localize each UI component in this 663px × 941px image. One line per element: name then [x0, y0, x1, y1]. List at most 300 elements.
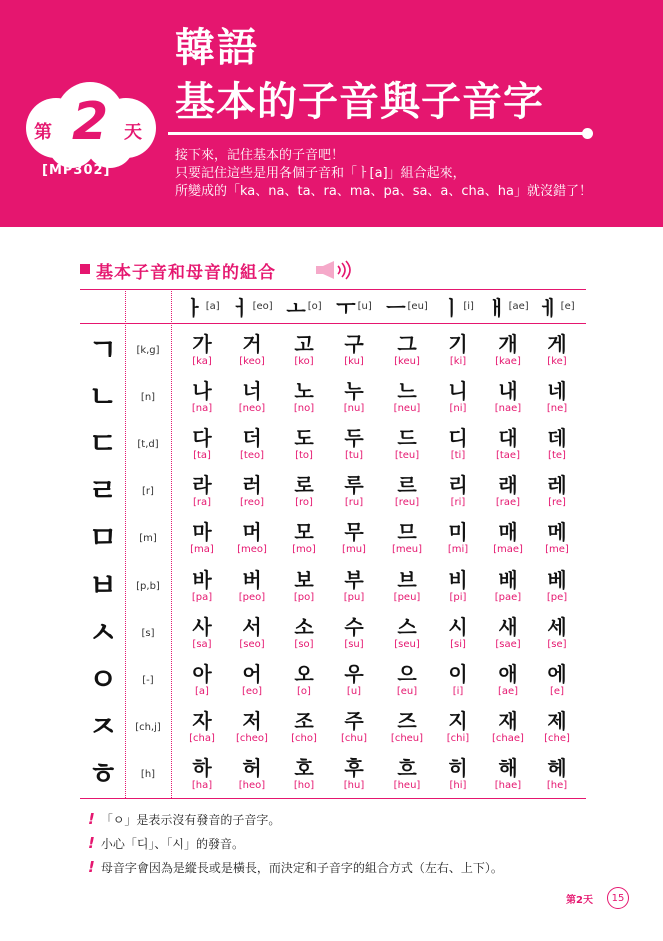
syllable-glyph: 너 — [242, 379, 262, 403]
syllable-romanization: [heu] — [393, 780, 421, 791]
consonant-cell — [80, 468, 126, 515]
syllable-cell — [328, 610, 380, 657]
syllable-cell — [278, 704, 330, 751]
syllable-cell — [381, 657, 433, 704]
syllable-cell — [226, 327, 278, 374]
syllable-romanization: [pe] — [546, 592, 568, 603]
syllable-romanization: [hi] — [449, 780, 467, 791]
syllable-romanization: [ri] — [450, 497, 466, 508]
vowel-header — [227, 293, 277, 319]
syllable-romanization: [cha] — [189, 733, 215, 744]
consonant-glyph: ㄱ — [88, 332, 118, 368]
consonant-cell — [80, 657, 126, 704]
consonant-glyph: ㄹ — [88, 473, 118, 509]
day-number: 2 — [72, 92, 109, 152]
page-title-line2: 基本的子音與子音字 — [175, 79, 544, 125]
syllable-glyph: 자 — [192, 709, 212, 733]
syllable-glyph: 두 — [344, 426, 364, 450]
consonant-romanization: [s] — [141, 628, 155, 639]
syllable-romanization: [neu] — [393, 403, 421, 414]
syllable-glyph: 베 — [547, 568, 567, 592]
syllable-romanization: [ti] — [450, 450, 466, 461]
vowel-romanization: [e] — [560, 300, 575, 312]
syllable-romanization: [chi] — [446, 733, 470, 744]
syllable-glyph: 아 — [192, 662, 212, 686]
syllable-cell — [278, 610, 330, 657]
vowel-glyph: ㅐ — [487, 295, 507, 320]
syllable-cell — [278, 751, 330, 798]
syllable-romanization: [meu] — [391, 544, 423, 555]
syllable-romanization: [me] — [545, 544, 569, 555]
syllable-cell — [482, 374, 534, 421]
syllable-cell — [531, 327, 583, 374]
consonant-romanization: [k,g] — [136, 345, 160, 356]
vowel-romanization: [a] — [205, 300, 220, 312]
consonant-cell — [80, 421, 126, 468]
syllable-romanization: [eo] — [241, 686, 263, 697]
syllable-glyph: 리 — [448, 473, 468, 497]
syllable-cell — [226, 515, 278, 562]
vowel-romanization: [eo] — [252, 300, 273, 312]
syllable-cell — [432, 327, 484, 374]
syllable-cell — [482, 751, 534, 798]
syllable-glyph: 즈 — [397, 709, 417, 733]
syllable-cell — [531, 563, 583, 610]
syllable-romanization: [ru] — [344, 497, 364, 508]
syllable-glyph: 저 — [242, 709, 262, 733]
syllable-cell — [176, 657, 228, 704]
note-text: 小心「디」、「시」的發音。 — [100, 837, 245, 851]
consonant-romanization: [h] — [140, 769, 156, 780]
syllable-romanization: [peo] — [238, 592, 266, 603]
syllable-glyph: 내 — [498, 379, 518, 403]
syllable-romanization: [ke] — [547, 356, 567, 367]
syllable-cell — [328, 374, 380, 421]
syllable-cell — [176, 374, 228, 421]
vowel-glyph: ㅗ — [286, 295, 306, 320]
syllable-glyph: 고 — [294, 332, 314, 356]
syllable-cell — [531, 610, 583, 657]
consonant-glyph: ㅎ — [88, 756, 118, 792]
syllable-romanization: [nu] — [343, 403, 365, 414]
syllable-glyph: 소 — [294, 615, 314, 639]
intro-line: 所變成的「ka、na、ta、ra、ma、pa、sa、a、cha、ha」就沒錯了！ — [175, 184, 592, 199]
syllable-glyph: 메 — [547, 520, 567, 544]
syllable-glyph: 비 — [448, 568, 468, 592]
consonant-cell — [80, 704, 126, 751]
syllable-cell — [328, 468, 380, 515]
syllable-romanization: [pi] — [449, 592, 467, 603]
syllable-romanization: [chu] — [341, 733, 367, 744]
syllable-romanization: [ta] — [193, 450, 211, 461]
syllable-cell — [381, 421, 433, 468]
syllable-romanization: [e] — [550, 686, 564, 697]
syllable-romanization: [kae] — [495, 356, 521, 367]
syllable-glyph: 로 — [294, 473, 314, 497]
syllable-glyph: 개 — [498, 332, 518, 356]
syllable-romanization: [ra] — [192, 497, 212, 508]
syllable-glyph: 사 — [192, 615, 212, 639]
syllable-romanization: [ma] — [190, 544, 214, 555]
syllable-glyph: 헤 — [547, 756, 567, 780]
syllable-romanization: [mae] — [493, 544, 523, 555]
syllable-cell — [531, 704, 583, 751]
syllable-cell — [226, 657, 278, 704]
vowel-header — [483, 293, 533, 319]
syllable-romanization: [ki] — [449, 356, 467, 367]
syllable-glyph: 에 — [547, 662, 567, 686]
syllable-cell — [278, 563, 330, 610]
syllable-cell — [432, 657, 484, 704]
vowel-romanization: [i] — [463, 300, 474, 312]
syllable-cell — [432, 610, 484, 657]
syllable-cell — [328, 751, 380, 798]
consonant-glyph: ㅅ — [88, 615, 118, 651]
vowel-header — [329, 293, 379, 319]
consonant-glyph: ㅇ — [88, 662, 118, 698]
syllable-cell — [381, 515, 433, 562]
syllable-cell — [278, 327, 330, 374]
syllable-glyph: 르 — [397, 473, 417, 497]
syllable-romanization: [mo] — [292, 544, 316, 555]
consonant-glyph: ㄷ — [88, 426, 118, 462]
vowel-romanization: [ae] — [508, 300, 529, 312]
syllable-cell — [432, 421, 484, 468]
syllable-cell — [226, 610, 278, 657]
syllable-romanization: [ae] — [497, 686, 519, 697]
syllable-cell — [531, 374, 583, 421]
syllable-glyph: 배 — [498, 568, 518, 592]
syllable-romanization: [ho] — [293, 780, 315, 791]
title-underline-dot — [582, 128, 593, 139]
syllable-glyph: 애 — [498, 662, 518, 686]
vowel-glyph: ㅡ — [386, 295, 406, 320]
section-title: 基本子音和母音的組合 — [96, 263, 276, 283]
consonant-glyph: ㅈ — [88, 709, 118, 745]
syllable-glyph: 디 — [448, 426, 468, 450]
syllable-glyph: 가 — [192, 332, 212, 356]
syllable-glyph: 대 — [498, 426, 518, 450]
syllable-romanization: [reo] — [240, 497, 264, 508]
syllable-glyph: 모 — [294, 520, 314, 544]
syllable-glyph: 지 — [448, 709, 468, 733]
syllable-glyph: 라 — [192, 473, 212, 497]
syllable-glyph: 해 — [498, 756, 518, 780]
syllable-romanization: [meo] — [237, 544, 267, 555]
vowel-glyph: ㅓ — [231, 295, 251, 320]
consonant-romanization: [r] — [142, 486, 154, 497]
syllable-cell — [176, 327, 228, 374]
syllable-glyph: 흐 — [397, 756, 417, 780]
syllable-glyph: 버 — [242, 568, 262, 592]
syllable-romanization: [reu] — [394, 497, 420, 508]
syllable-cell — [432, 751, 484, 798]
vowel-romanization: [o] — [307, 300, 322, 312]
syllable-cell — [531, 421, 583, 468]
syllable-romanization: [si] — [450, 639, 466, 650]
syllable-romanization: [tu] — [344, 450, 364, 461]
syllable-romanization: [a] — [195, 686, 209, 697]
syllable-glyph: 그 — [397, 332, 417, 356]
syllable-glyph: 매 — [498, 520, 518, 544]
syllable-glyph: 무 — [344, 520, 364, 544]
syllable-glyph: 데 — [547, 426, 567, 450]
syllable-cell — [278, 421, 330, 468]
consonant-cell — [80, 563, 126, 610]
syllable-romanization: [peu] — [393, 592, 421, 603]
syllable-glyph: 하 — [192, 756, 212, 780]
syllable-glyph: 머 — [242, 520, 262, 544]
syllable-glyph: 히 — [448, 756, 468, 780]
syllable-cell — [531, 657, 583, 704]
syllable-cell — [432, 374, 484, 421]
syllable-romanization: [ro] — [295, 497, 313, 508]
syllable-cell — [381, 610, 433, 657]
syllable-cell — [482, 421, 534, 468]
syllable-romanization: [chae] — [492, 733, 524, 744]
syllable-glyph: 허 — [242, 756, 262, 780]
syllable-cell — [432, 468, 484, 515]
syllable-glyph: 거 — [242, 332, 262, 356]
syllable-glyph: 누 — [344, 379, 364, 403]
consonant-romanization: [m] — [139, 533, 157, 544]
syllable-cell — [531, 468, 583, 515]
note-item — [88, 858, 503, 876]
syllable-cell — [482, 657, 534, 704]
consonant-cell — [80, 515, 126, 562]
syllable-glyph: 부 — [344, 568, 364, 592]
syllable-glyph: 기 — [448, 332, 468, 356]
exclamation-icon: ! — [88, 858, 95, 876]
exclamation-icon: ! — [88, 810, 95, 828]
syllable-romanization: [se] — [547, 639, 567, 650]
syllable-cell — [176, 421, 228, 468]
syllable-cell — [381, 751, 433, 798]
syllable-glyph: 루 — [344, 473, 364, 497]
syllable-glyph: 조 — [294, 709, 314, 733]
syllable-glyph: 구 — [344, 332, 364, 356]
syllable-cell — [432, 563, 484, 610]
table-column-divider — [171, 289, 172, 798]
syllable-romanization: [cheu] — [390, 733, 424, 744]
syllable-romanization: [teu] — [394, 450, 420, 461]
table-header-rule — [80, 323, 586, 324]
vowel-glyph: ㅣ — [442, 295, 462, 320]
syllable-cell — [226, 751, 278, 798]
syllable-cell — [226, 704, 278, 751]
syllable-glyph: 노 — [294, 379, 314, 403]
syllable-cell — [328, 327, 380, 374]
syllable-romanization: [so] — [294, 639, 314, 650]
syllable-romanization: [po] — [293, 592, 315, 603]
syllable-glyph: 제 — [547, 709, 567, 733]
syllable-glyph: 니 — [448, 379, 468, 403]
syllable-romanization: [teo] — [240, 450, 264, 461]
syllable-glyph: 래 — [498, 473, 518, 497]
syllable-cell — [226, 421, 278, 468]
note-text: 「ㅇ」是表示沒有發音的子音字。 — [100, 813, 281, 827]
syllable-glyph: 후 — [344, 756, 364, 780]
syllable-cell — [432, 704, 484, 751]
vowel-glyph: ㅜ — [336, 295, 356, 320]
section-bullet — [80, 264, 90, 274]
footer-day-label: 第2天 — [566, 895, 593, 906]
syllable-cell — [381, 374, 433, 421]
syllable-romanization: [eu] — [396, 686, 418, 697]
syllable-glyph: 재 — [498, 709, 518, 733]
vowel-romanization: [u] — [357, 300, 372, 312]
syllable-glyph: 레 — [547, 473, 567, 497]
syllable-glyph: 바 — [192, 568, 212, 592]
syllable-romanization: [cheo] — [236, 733, 268, 744]
syllable-cell — [226, 563, 278, 610]
consonant-romanization: [-] — [142, 675, 154, 686]
day-suffix: 天 — [124, 122, 142, 143]
page-number: 15 — [607, 887, 629, 909]
syllable-cell — [381, 563, 433, 610]
syllable-romanization: [pae] — [494, 592, 522, 603]
consonant-cell — [80, 610, 126, 657]
syllable-romanization: [che] — [544, 733, 570, 744]
syllable-romanization: [i] — [452, 686, 464, 697]
syllable-romanization: [u] — [346, 686, 362, 697]
syllable-cell — [482, 515, 534, 562]
syllable-cell — [278, 468, 330, 515]
syllable-glyph: 시 — [448, 615, 468, 639]
consonant-romanization: [t,d] — [137, 439, 159, 450]
syllable-glyph: 므 — [397, 520, 417, 544]
syllable-glyph: 으 — [397, 662, 417, 686]
syllable-romanization: [neo] — [238, 403, 266, 414]
syllable-romanization: [keu] — [394, 356, 420, 367]
vowel-header — [177, 293, 227, 319]
header-banner — [0, 0, 663, 227]
syllable-glyph: 오 — [294, 662, 314, 686]
syllable-romanization: [te] — [548, 450, 566, 461]
syllable-romanization: [nae] — [494, 403, 522, 414]
syllable-cell — [176, 563, 228, 610]
syllable-cell — [328, 515, 380, 562]
syllable-glyph: 호 — [294, 756, 314, 780]
consonant-romanization: [ch,j] — [135, 722, 161, 733]
syllable-glyph: 이 — [448, 662, 468, 686]
syllable-glyph: 미 — [448, 520, 468, 544]
syllable-glyph: 도 — [294, 426, 314, 450]
consonant-cell — [80, 327, 126, 374]
syllable-romanization: [o] — [297, 686, 311, 697]
syllable-glyph: 느 — [397, 379, 417, 403]
speaker-icon[interactable] — [316, 260, 354, 280]
title-underline — [168, 132, 586, 135]
syllable-romanization: [to] — [295, 450, 313, 461]
table-top-rule — [80, 289, 586, 290]
syllable-glyph: 우 — [344, 662, 364, 686]
syllable-glyph: 세 — [547, 615, 567, 639]
syllable-cell — [226, 374, 278, 421]
consonant-romanization: [p,b] — [136, 581, 160, 592]
table-bottom-rule — [80, 798, 586, 799]
day-prefix: 第 — [34, 122, 52, 143]
syllable-glyph: 나 — [192, 379, 212, 403]
syllable-cell — [482, 610, 534, 657]
syllable-glyph: 어 — [242, 662, 262, 686]
note-item — [88, 810, 280, 828]
syllable-romanization: [sae] — [495, 639, 521, 650]
syllable-cell — [278, 657, 330, 704]
syllable-romanization: [ku] — [344, 356, 364, 367]
syllable-cell — [226, 468, 278, 515]
syllable-romanization: [heo] — [238, 780, 266, 791]
syllable-cell — [328, 563, 380, 610]
intro-text — [175, 147, 592, 201]
syllable-glyph: 게 — [547, 332, 567, 356]
syllable-romanization: [mu] — [342, 544, 366, 555]
exclamation-icon: ! — [88, 834, 95, 852]
intro-line: 接下來，記住基本的子音吧！ — [175, 148, 345, 163]
syllable-glyph: 네 — [547, 379, 567, 403]
vowel-glyph: ㅔ — [539, 295, 559, 320]
audio-track-code: [MP302] — [42, 163, 111, 178]
vowel-header — [532, 293, 582, 319]
day-badge — [20, 78, 160, 172]
vowel-header — [433, 293, 483, 319]
syllable-glyph: 주 — [344, 709, 364, 733]
syllable-cell — [482, 563, 534, 610]
syllable-romanization: [hae] — [494, 780, 522, 791]
syllable-romanization: [ha] — [191, 780, 213, 791]
syllable-glyph: 스 — [397, 615, 417, 639]
syllable-cell — [531, 515, 583, 562]
consonant-cell — [80, 751, 126, 798]
consonant-glyph: ㄴ — [88, 379, 118, 415]
syllable-romanization: [he] — [546, 780, 568, 791]
syllable-romanization: [na] — [191, 403, 213, 414]
syllable-romanization: [ko] — [294, 356, 314, 367]
syllable-cell — [176, 515, 228, 562]
syllable-glyph: 마 — [192, 520, 212, 544]
consonant-cell — [80, 374, 126, 421]
syllable-cell — [482, 704, 534, 751]
syllable-romanization: [rae] — [495, 497, 521, 508]
syllable-cell — [176, 610, 228, 657]
page-title-line1: 韓語 — [175, 25, 259, 71]
syllable-cell — [328, 704, 380, 751]
vowel-header — [382, 293, 432, 319]
syllable-glyph: 러 — [242, 473, 262, 497]
syllable-romanization: [keo] — [239, 356, 265, 367]
syllable-romanization: [cho] — [291, 733, 317, 744]
syllable-romanization: [no] — [293, 403, 315, 414]
syllable-cell — [176, 468, 228, 515]
vowel-glyph: ㅏ — [184, 295, 204, 320]
syllable-romanization: [sa] — [192, 639, 212, 650]
syllable-glyph: 드 — [397, 426, 417, 450]
syllable-glyph: 서 — [242, 615, 262, 639]
syllable-romanization: [ne] — [546, 403, 568, 414]
note-item — [88, 834, 244, 852]
consonant-glyph: ㅂ — [88, 568, 118, 604]
syllable-glyph: 수 — [344, 615, 364, 639]
syllable-cell — [278, 374, 330, 421]
syllable-romanization: [seu] — [394, 639, 420, 650]
syllable-cell — [278, 515, 330, 562]
syllable-cell — [328, 421, 380, 468]
syllable-glyph: 보 — [294, 568, 314, 592]
syllable-cell — [381, 327, 433, 374]
syllable-romanization: [seo] — [239, 639, 265, 650]
syllable-romanization: [hu] — [343, 780, 365, 791]
vowel-romanization: [eu] — [407, 300, 428, 312]
